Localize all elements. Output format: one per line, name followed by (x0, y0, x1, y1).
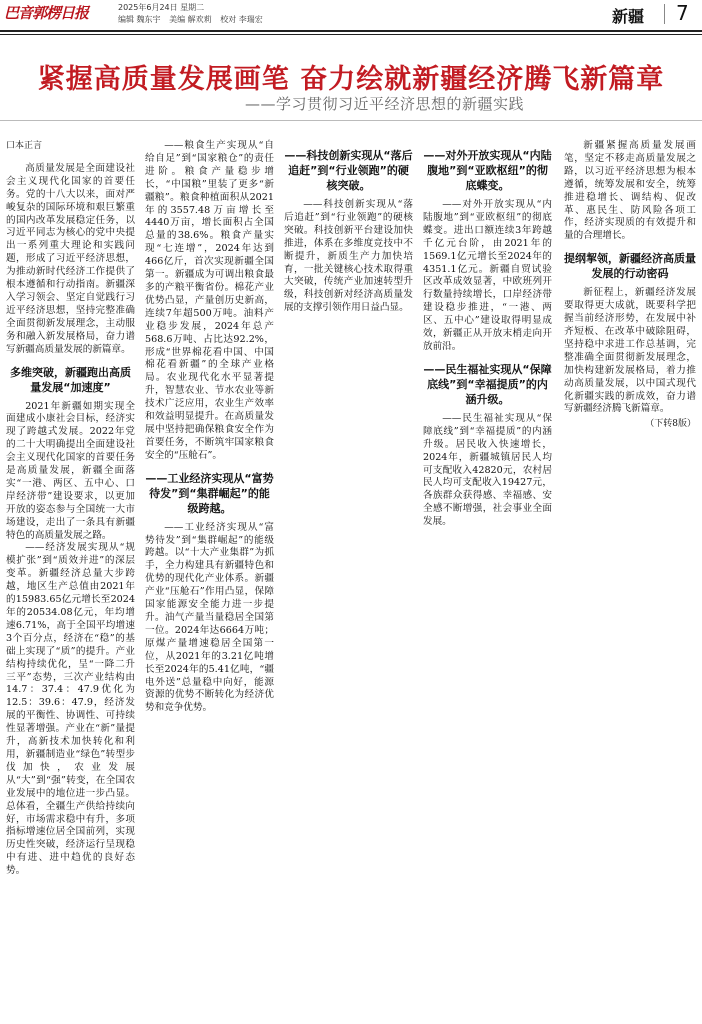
article-column-1 (6, 140, 135, 1020)
proofreader-credit: 校对 李瑞宏 (220, 15, 263, 24)
issue-date: 2025年6月24日 星期二 (118, 3, 205, 12)
article-headline: 紧握高质量发展画笔 奋力绘就新疆经济腾飞新篇章 (37, 64, 665, 95)
section-heading: ——对外开放实现从“内陆腹地”到“亚欧枢纽”的彻底蝶变。 (423, 149, 552, 192)
article-subheadline: ——学习贯彻习近平经济思想的新疆实践 (244, 95, 524, 113)
section-heading: ——工业经济实现从“富势待发”到“集群崛起”的能级跨越。 (145, 471, 274, 515)
editor-credits (118, 14, 269, 25)
header-rule (0, 30, 702, 32)
editor-credit: 编辑 魏东宇 (118, 15, 161, 24)
article-column-2 (145, 140, 274, 1020)
designer-credit: 美编 解欢莉 (169, 15, 212, 24)
headline-rule (0, 120, 702, 121)
paragraph: ——民生福祉实现从“保障底线”到“幸福提质”的内涵升级。居民收入快速增长，2024年，新疆城镇居民人均可支配收入42820元，农村居民人均可支配收入19427元，各族群众获得感、幸福感、安全感不断增强，社会事业全面发展。 (423, 412, 552, 528)
paragraph: ——粮食生产实现从“自给自足”到“国家粮仓”的责任进阶。粮食产量稳步增长，“中国粮”里装了更多“新疆粮”。粮食种植面积从2021年的3557.48万亩增长至4440万亩，增长面积占全国总量的38.6%。粮食产量实现“七连增”，2024年达到466亿斤，首次实现新疆全国第一。新疆成为可调出粮食最多的产粮平衡省份。棉花产业优势凸显，产量创历史新高，连续7年超500万吨。油料产业稳步发展，2024年总产568.6万吨、占比达92.2%，形成“世界棉花看中国、中国棉花看新疆”的全球产业格局。农业现代化水平显著提升，智慧农业、节水农业等新技术广泛应用，农业生产效率和效益明显提升。在高质量发展中坚持把确保粮食安全作为首要任务，不断筑牢国家粮食安全的“压舱石”。 (145, 140, 274, 461)
section-name: 新疆 (612, 7, 645, 26)
paragraph: 高质量发展是全面建设社会主义现代化国家的首要任务。党的十八大以来，面对严峻复杂的国际环境和艰巨繁重的国内改革发展稳定任务，以习近平同志为核心的党中央提出一系列重大理论和实践问题，形成了习近平经济思想，为推动新时代经济工作提供了根本遵循和行动指南。新疆深入学习领会、坚定自觉践行习近平经济思想，坚持完整准确全面贯彻新发展理念，主动服务和融入新发展格局，奋力谱写新疆高质量发展的新篇章。 (6, 162, 135, 355)
section-divider (664, 4, 665, 24)
paragraph: ——工业经济实现从“富势待发”到“集群崛起”的能级跨越。以“十大产业集群”为抓手，全力构建具有新疆特色和优势的现代化产业体系。新疆产业“压舱石”作用凸显，保障国家能源安全能力进一步提升。油气产量当量稳居全国第一位。2024年达6664万吨；原煤产量增速稳居全国第一位，从2021年的3.21亿吨增长至2024年的5.41亿吨，“疆电外送”总量稳中向好，能源资源的优势不断转化为经济优势和竞争优势。 (145, 521, 274, 714)
paragraph: 2021年新疆如期实现全面建成小康社会目标，经济实现了跨越式发展。2022年党的二十大明确提出全面建设社会主义现代化国家的首要任务是高质量发展，新疆全面落实“一港、两区、五中心、口岸经济带”建设要求，以更加开放的姿态参与全国统一大市场建设，走出了一条具有新疆特色的高质量发展之路。 (6, 400, 135, 541)
paragraph: ——科技创新实现从“落后追赶”到“行业领跑”的硬核突破。科技创新平台建设加快推进，体系在多维度竞技中不断提升，新质生产力加快培育，一批关键核心技术取得重大突破，传统产业加速转型升级，科技创新对经济高质量发展的支撑引领作用日益凸显。 (284, 199, 413, 314)
header-rule-thin (0, 34, 702, 35)
article-column-5 (564, 140, 696, 1020)
newspaper-logo: 巴音郭楞日报 (4, 4, 89, 22)
paragraph: ——经济发展实现从“规模扩张”到“质效并进”的深层变革。新疆经济总量大步跨越，地区生产总值由2021年的15983.65亿元增长至2024年的20534.08亿元，年均增速6.71%，高于全国平均增速3个百分点，经济在“稳”的基础上实现了“质”的提升。产业结构持续优化，呈“一降二升三平”态势，三次产业结构由14.7：37.4：47.9优化为12.5：39.6：47.9，经济发展的平衡性、协调性、可持续性显著增强。产业在“新”量提升，高新技术加快转化和利用，新疆制造业“绿色”转型步伐加快，农业发展从“大”到“强”转变，在全国农业发展中的地位进一步凸显。总体看，全疆生产供给持续向好，市场需求稳中有升，多项指标增速位居全国前列，实现历史性突破，经济运行呈现稳中有进、进中趋优的良好态势。 (6, 542, 135, 877)
paragraph: 新疆紧握高质量发展画笔，坚定不移走高质量发展之路，以习近平经济思想为根本遵循，统筹发展和安全，统筹推进稳增长、调结构、促改革、惠民生、防风险各项工作，经济实现质的有效提升和量的合理增长。 (564, 140, 696, 242)
section-heading: 多维突破，新疆跑出高质量发展“加速度” (10, 365, 131, 394)
continued-notice: （下转8版） (645, 419, 696, 430)
section-heading: ——民生福祉实现从“保障底线”到“幸福提质”的内涵升级。 (423, 362, 552, 406)
section-heading: ——科技创新实现从“落后追赶”到“行业领跑”的硬核突破。 (284, 149, 413, 192)
paragraph: 新征程上，新疆经济发展要取得更大成就，既要科学把握当前经济形势，在发展中补齐短板、在改革中破除阻碍，坚持稳中求进工作总基调，完整准确全面贯彻新发展理念，加快构建新发展格局，着力推动高质量发展，以中国式现代化新疆实践的新成效，奋力谱写新疆经济腾飞新篇章。 (564, 287, 696, 415)
article-column-4 (423, 140, 552, 1020)
article-column-3 (284, 140, 413, 1020)
paragraph: ——对外开放实现从“内陆腹地”到“亚欧枢纽”的彻底蝶变。进出口额连续3年跨越千亿元台阶，由2021年的1569.1亿元增长至2024年的4351.1亿元。新疆自贸试验区改革成效显著，中欧班列开行数量持续增长，口岸经济带建设稳步推进，“一港、两区、五中心”建设取得明显成效，新疆正从开放末梢走向开放前沿。 (423, 199, 552, 352)
page-number: 7 (676, 1, 689, 25)
byline: 口本正言 (6, 141, 43, 151)
section-heading: 提纲挈领，新疆经济高质量发展的行动密码 (564, 252, 696, 281)
